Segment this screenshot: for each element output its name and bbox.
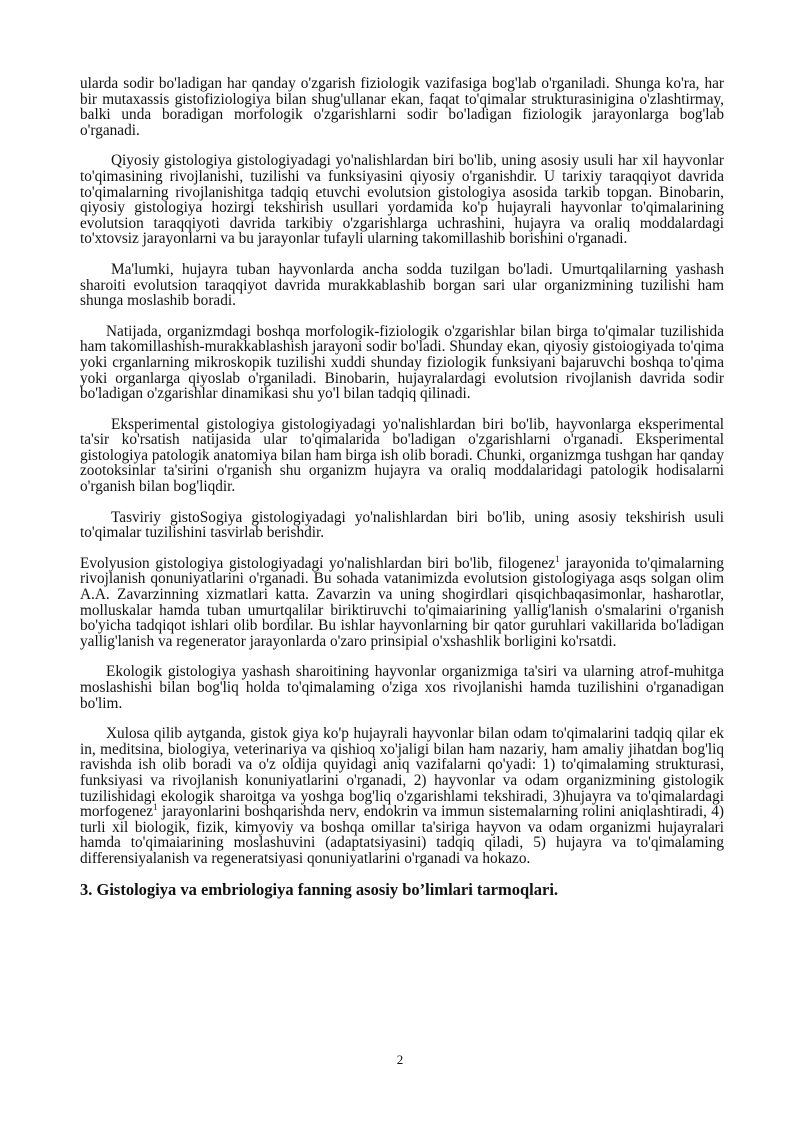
paragraph-descriptive-histology: Tasviriy gistoSogiya gistologiyadagi yo'nalishlardan biri bo'lib, uning asosiy tekshirish usuli to'qimalar tuzilishini tasvirlab berishdir. [80, 508, 724, 542]
paragraph-ecological-histology: Ekologik gistologiya yashash sharoitining hayvonlar organizmiga ta'siri va ularning atrof-muhitga moslashishi bilan bog'liq holda to'qimalaming o'ziga xos rivojlanishi hamda tuzilishini o'rganadigan bo'lim. [80, 663, 724, 712]
paragraph-physiology: ularda sodir bo'ladigan har qanday o'zgarish fiziologik vazifasiga bog'lab o'rganiladi. Shunga ko'ra, har bir mutaxassis gistofiziologiya bilan shug'ullanar ekan, faqat to'qimalar strukturasinigina o'zlashtirmay, balki unda boradigan morfologik o'zgarishlarni sodir bo'ladigan fiziologik jarayonlarga bog'lab o'rganadi. [80, 75, 724, 139]
footnote-marker: 1 [555, 553, 560, 564]
conclusion-text-end: jarayonlarini boshqarishda nerv, endokrin va immun sistemalarning rolini aniqlashtiradi, 4) turli xil biologik, fizik, kimyoviy va boshqa omillar ta'siriga hayvon va odam organizmi hujayralari hamda to'qimaiarining moslashuvini (adaptatsiyasini) tadqiq qiladi, 5) hujayra va to'qimalaming differensiyalanish va regeneratsiyasi qonuniyatlarini o'rganadi va hokazo. [80, 803, 724, 867]
paragraph-evolutionary-histology [80, 553, 724, 650]
paragraph-results: Natijada, organizmdagi boshqa morfologik-fiziologik o'zgarishlar bilan birga to'qimalar tuzilishida ham takomillashish-murakkablashish jarayoni sodir bo'ladi. Shunday ekan, qiyosiy gistoiogiyada to'qima yoki crganlarning mikroskopik tuzilishi xuddi shunday fiziologik funksiyani bajaruvchi boshqa to'qima yoki organlarga qiyoslab o'rganiladi. Binobarin, hujayralardagi evolutsion rivojlanish davrida sodir bo'ladigan o'zgarishlar dinamikasi shu yo'l bilan tadqiq qilinadi. [80, 322, 724, 403]
section-heading: 3. Gistologiya va embriologiya fanning asosiy bo’limlari tarmoqlari. [80, 879, 559, 899]
footnote-marker: 1 [153, 802, 158, 813]
paragraph-cell-evolution: Ma'lumki, hujayra tuban hayvonlarda ancha sodda tuzilgan bo'ladi. Umurtqalilarning yashash sharoiti evolutsion taraqqiyot davrida murakkablashib borgan sari ular organizmining tuzilishi ham shunga moslashib boradi. [80, 260, 724, 310]
conclusion-text-start: Xulosa qilib aytganda, gistok giya ko'p hujayrali hayvonlar bilan odam to'qimalarini tadqiq qilar ek in, meditsina, biologiya, veterinariya va qishioq xo'jaligi bilan ham nazariy, ham amaliy jihatdan bog'liq ravishda ish olib boradi va o'z oldija quyidagi aniq vazifalarni qo'yadi: 1) to'qimalaming strukturasi, funksiyasi va rivojlanish konuniyatlarini o'rganadi, 2) hayvonlar va odam organizmining gistologik tuzilishidagi ekologik sharoitga va yoshga bog'liq o'zgarishlami tekshiradi, 3)hujayra va to'qimalardagi morfogenez [80, 725, 724, 821]
paragraph-conclusion [80, 726, 724, 866]
page-number: 2 [396, 1052, 404, 1067]
document-page [80, 76, 724, 897]
paragraph-comparative-histology: Qiyosiy gistologiya gistologiyadagi yo'nalishlardan biri bo'lib, uning asosiy usuli har xil hayvonlar to'qimasining rivojlanishi, tuzilishi va funksiyasini qiyosiy o'rganishdir. U tarixiy taraqqiyot davrida to'qimalarning rivojlanishitga tadqiq etuvchi evolutsion gistologiya asosida tarkib topgan. Binobarin, qiyosiy gistologiya hozirgi tekshirish usullari yordamida ko'p hujayrali hayvonlar to'qimalarining evolutsion taraqqiyoti davrida tarkibiy o'zgarishlarga uchrashini, hujayra va oraliq moddalardagi to'xtovsiz jarayonlarni va bu jarayonlar tufayli ularning takomillashib borishini o'rganadi. [80, 152, 724, 248]
evolutionary-text-end: jarayonida to'qimalarning rivojlanish qonuniyatlarini o'rganadi. Bu sohada vatanimizda evolutsion gistologiyaga asqs solgan olim A.A. Zavarzinning xizmatlari katta. Zavarzin va uning shogirdlari qisqichbaqasimonlar, hasharotlar, molluskalar hamda tuban umurtqalilar biriktiruvchi to'qimaiarining yallig'lanish o'smalarini o'rganish bo'yicha tadqiqot ishlari olib bordilar. Bu ishlar hayvonlarning bir qator guruhlari vakillarida bo'ladigan yallig'lanish va regenerator jarayonlarda o'zaro prinsipial o'xshashlik borligini ko'rsatdi. [80, 554, 724, 650]
paragraph-experimental-histology: Eksperimental gistologiya gistologiyadagi yo'nalishlardan biri bo'lib, hayvonlarga eksperimental ta'sir ko'rsatish natijasida ular to'qimalarida bo'ladigan o'zgarishlarni o'rganadi. Eksperimental gistologiya patologik anatomiya bilan ham birga ish olib boradi. Chunki, organizmga tushgan har qanday zootoksinlar ta'sirini o'rganish shu organizm hujayra va oraliq moddalaridagi patologik hodisalarni o'rganish bilan bog'liqdir. [80, 415, 724, 496]
evolutionary-text-start: Evolyusion gistologiya gistologiyadagi yo'nalishlardan biri bo'lib, filogenez [80, 554, 556, 572]
